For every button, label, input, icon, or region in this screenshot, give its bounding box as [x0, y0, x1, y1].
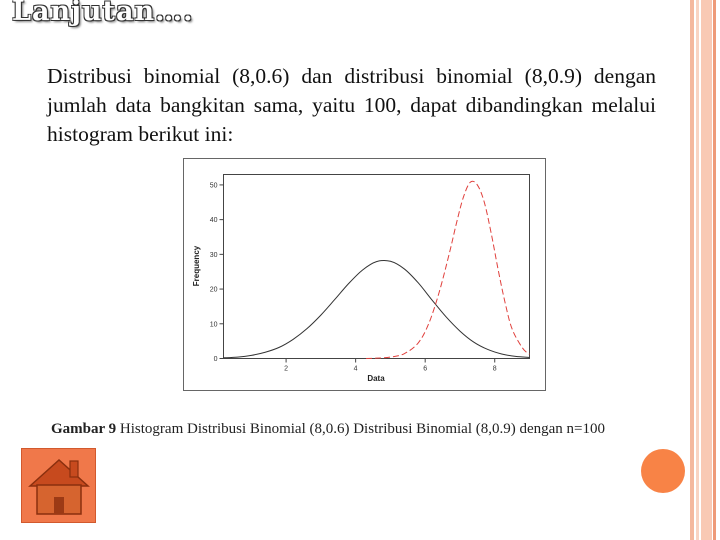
body-paragraph: Distribusi binomial (8,0.6) dan distribusi binomial (8,0.9) dengan jumlah data bangkitan sama, yaitu 100, dapat dibandingkan melalui histogram berikut ini:	[47, 64, 656, 146]
slide-title: Lanjutan….	[12, 0, 194, 27]
y-tick-label: 50	[209, 182, 218, 190]
x-tick-label: 6	[423, 365, 428, 373]
decor-stripe	[696, 0, 699, 540]
decor-stripe	[690, 0, 694, 540]
y-tick-label: 30	[209, 251, 218, 259]
x-axis-label: Data	[367, 374, 385, 383]
figure-caption	[51, 421, 605, 438]
decor-stripe	[701, 0, 712, 540]
y-tick-label: 10	[209, 321, 218, 329]
caption-text: Histogram Distribusi Binomial (8,0.6) Distribusi Binomial (8,0.9) dengan n=100	[116, 421, 605, 437]
x-tick-label: 8	[492, 365, 497, 373]
home-icon	[22, 449, 97, 524]
home-button[interactable]	[21, 448, 96, 523]
y-tick-label: 40	[209, 217, 218, 225]
x-tick-label: 2	[284, 365, 289, 373]
plot-area	[224, 175, 530, 359]
histogram-chart	[183, 158, 546, 391]
x-tick-label: 4	[353, 365, 358, 373]
histogram-figure	[183, 158, 546, 391]
y-axis-label: Frequency	[192, 245, 201, 287]
y-tick-label: 20	[209, 286, 218, 294]
y-tick-label: 0	[213, 356, 218, 363]
next-circle-button[interactable]	[641, 449, 685, 493]
decor-stripe	[713, 0, 716, 540]
caption-label: Gambar 9	[51, 421, 117, 437]
